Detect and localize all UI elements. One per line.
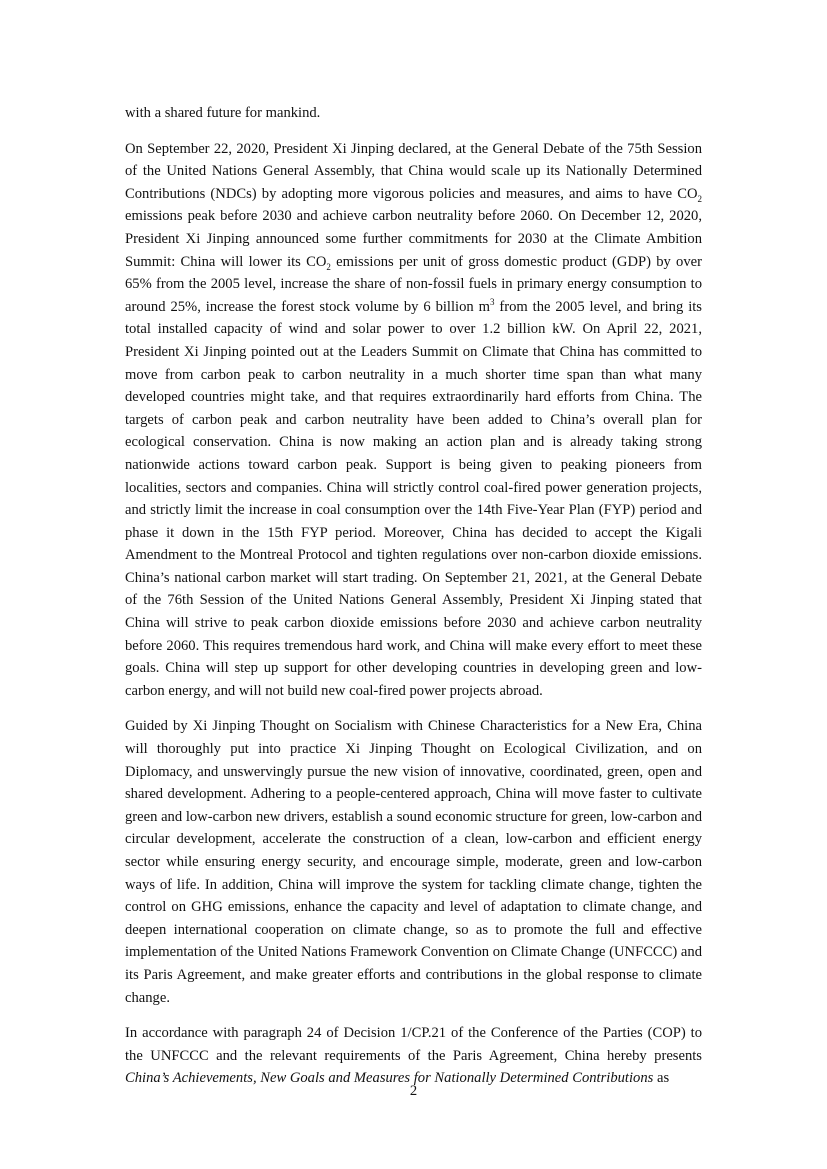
- superscript: 3: [489, 296, 495, 307]
- paragraph-accordance: [125, 1022, 702, 1090]
- paragraph-continuation: [125, 102, 702, 125]
- paragraph-text: In accordance with paragraph 24 of Decision 1/CP.21 of the Conference of the Parties (COP) to the UNFCCC and the relevant requirements of the Paris Agreement, China hereby presents: [125, 1025, 702, 1064]
- paragraph-text: Guided by Xi Jinping Thought on Socialism with Chinese Characteristics for a New Era, China will thoroughly put into practice Xi Jinping Thought on Ecological Civilization, and on Diplomacy, and unswervingly pursue the new vision of innovative, coordinated, green, open and shared development. Adhering to a people-centered approach, China will move faster to cultivate green and low-carbon new drivers, establish a sound economic structure for green, low-carbon and circular development, accelerate the construction of a clean, low-carbon and efficient energy sector while ensuring energy security, and encourage simple, moderate, green and low-carbon ways of life. In addition, China will improve the system for tackling climate change, tighten the control on GHG emissions, enhance the capacity and level of adaptation to climate change, and deepen international cooperation on climate change, so as to promote the full and effective implementation of the United Nations Framework Convention on Climate Change (UNFCCC) and its Paris Agreement, and make greater efforts and contributions in the global response to climate change.: [125, 718, 702, 1006]
- paragraph-text: as: [653, 1070, 670, 1087]
- subscript: 2: [326, 261, 331, 272]
- paragraph-commitments: [125, 138, 702, 703]
- paragraph-text: emissions peak before 2030 and achieve carbon neutrality before 2060. On December 12, 2020, President Xi Jinping announced some further commitments for 2030 at the Climate Ambition Summit: China will lower its CO: [125, 208, 702, 270]
- paragraph-text: with a shared future for mankind.: [125, 105, 321, 121]
- document-title-italic: China’s Achievements, New Goals and Measures for Nationally Determined Contributions: [125, 1070, 654, 1087]
- paragraph-guidance: [125, 715, 702, 1009]
- page-number: 2: [409, 1083, 418, 1099]
- document-body: [125, 102, 702, 1103]
- paragraph-text: from the 2005 level, and bring its total installed capacity of wind and solar power to over 1.2 billion kW. On April 22, 2021, President Xi Jinping pointed out at the Leaders Summit on Climate that China has committed to move from carbon peak to carbon neutrality in a much shorter time span than what many developed countries might take, and that requires extraordinarily hard efforts from China. The targets of carbon peak and carbon neutrality have been added to China’s overall plan for ecological conservation. China is now making an action plan and is already taking strong nationwide actions toward carbon peak. Support is being given to peaking pioneers from localities, sectors and companies. China will strictly control coal-fired power generation projects, and strictly limit the increase in coal consumption over the 14th Five-Year Plan (FYP) period and phase it down in the 15th FYP period. Moreover, China has decided to accept the Kigali Amendment to the Montreal Protocol and tighten regulations over non-carbon dioxide emissions. China’s national carbon market will start trading. On September 21, 2021, at the General Debate of the 76th Session of the United Nations General Assembly, President Xi Jinping stated that China will strive to peak carbon dioxide emissions before 2030 and achieve carbon neutrality before 2060. This requires tremendous hard work, and China will make every effort to meet these goals. China will step up support for other developing countries in developing green and low-carbon energy, and will not build new coal-fired power projects abroad.: [125, 298, 702, 699]
- paragraph-text: emissions per unit of gross domestic product (GDP) by over 65% from the 2005 level, increase the share of non-fossil fuels in primary energy consumption to around 25%, increase the forest stock volume by 6 billion m: [125, 253, 702, 315]
- paragraph-text: On September 22, 2020, President Xi Jinping declared, at the General Debate of the 75th Session of the United Nations General Assembly, that China would scale up its Nationally Determined Contributions (NDCs) by adopting more vigorous policies and measures, and aims to have CO: [125, 140, 702, 202]
- subscript: 2: [697, 193, 702, 204]
